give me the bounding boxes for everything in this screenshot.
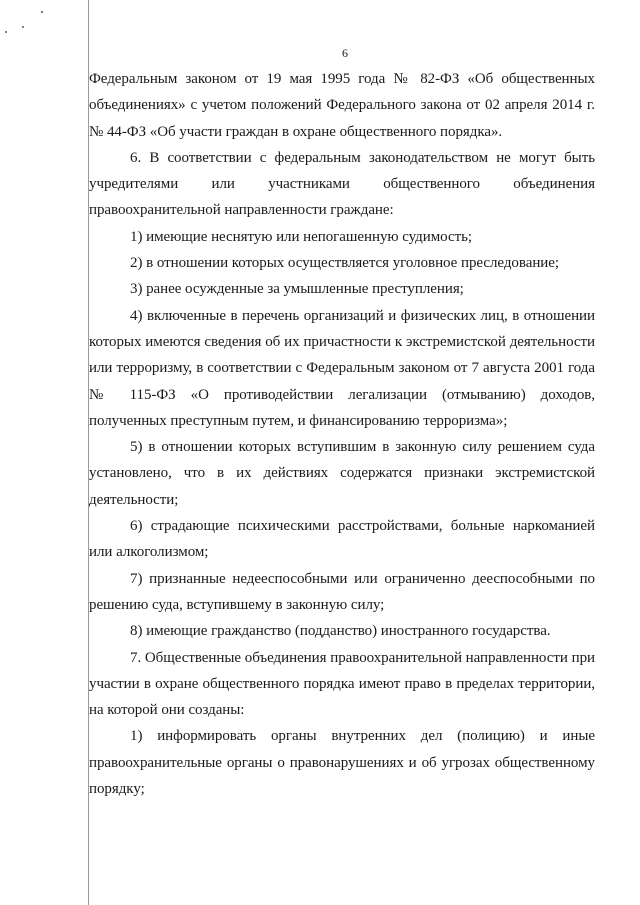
paragraph: Федеральным законом от 19 мая 1995 года № 82-ФЗ «Об общественных объединениях» с учетом положений Федерального закона от 02 апреля 2014 г. № 44-ФЗ «Об участи граждан в охране общественного порядка».: [89, 71, 595, 140]
list-item: 3) ранее осужденные за умышленные преступления;: [130, 281, 464, 298]
list-item: 2) в отношении которых осуществляется уголовное преследование;: [130, 255, 560, 272]
document-body: [89, 66, 595, 802]
list-item: 5) в отношении которых вступившим в законную силу решением суда установлено, что в их действиях содержатся признаки экстремистской деятельности;: [89, 439, 595, 508]
scan-speck: [41, 11, 43, 13]
paragraph: 7. Общественные объединения правоохранительной направленности при участии в охране общественного порядка имеют право в пределах территории, на которой они созданы:: [89, 649, 595, 719]
page-number: 6: [342, 46, 348, 60]
list-item: 6) страдающие психическими расстройствами, больные наркоманией или алкоголизмом;: [89, 518, 595, 561]
list-item: 1) имеющие неснятую или непогашенную судимость;: [130, 228, 473, 245]
list-item: 7) признанные недееспособными или ограниченно дееспособными по решению суда, вступившему в законную силу;: [89, 570, 595, 613]
list-item: 4) включенные в перечень организаций и физических лиц, в отношении которых имеются сведения об их причастности к экстремистской деятельности или терроризму, в соответствии с Федеральным законом от 7 августа 2001 года № 115-ФЗ «О противодействии легализации (отмыванию) доходов, полученных преступным путем, и финансированию терроризма»;: [89, 307, 595, 429]
scan-speck: [5, 31, 7, 33]
paragraph: 6. В соответствии с федеральным законодательством не могут быть учредителями или участниками общественного объединения правоохранительной направленности граждане:: [89, 149, 595, 219]
list-item: 8) имеющие гражданство (подданство) иностранного государства.: [130, 623, 551, 640]
list-item: 1) информировать органы внутренних дел (полицию) и иные правоохранительные органы о правонарушениях и об угрозах общественному порядку;: [89, 728, 595, 798]
scan-speck: [22, 26, 24, 28]
